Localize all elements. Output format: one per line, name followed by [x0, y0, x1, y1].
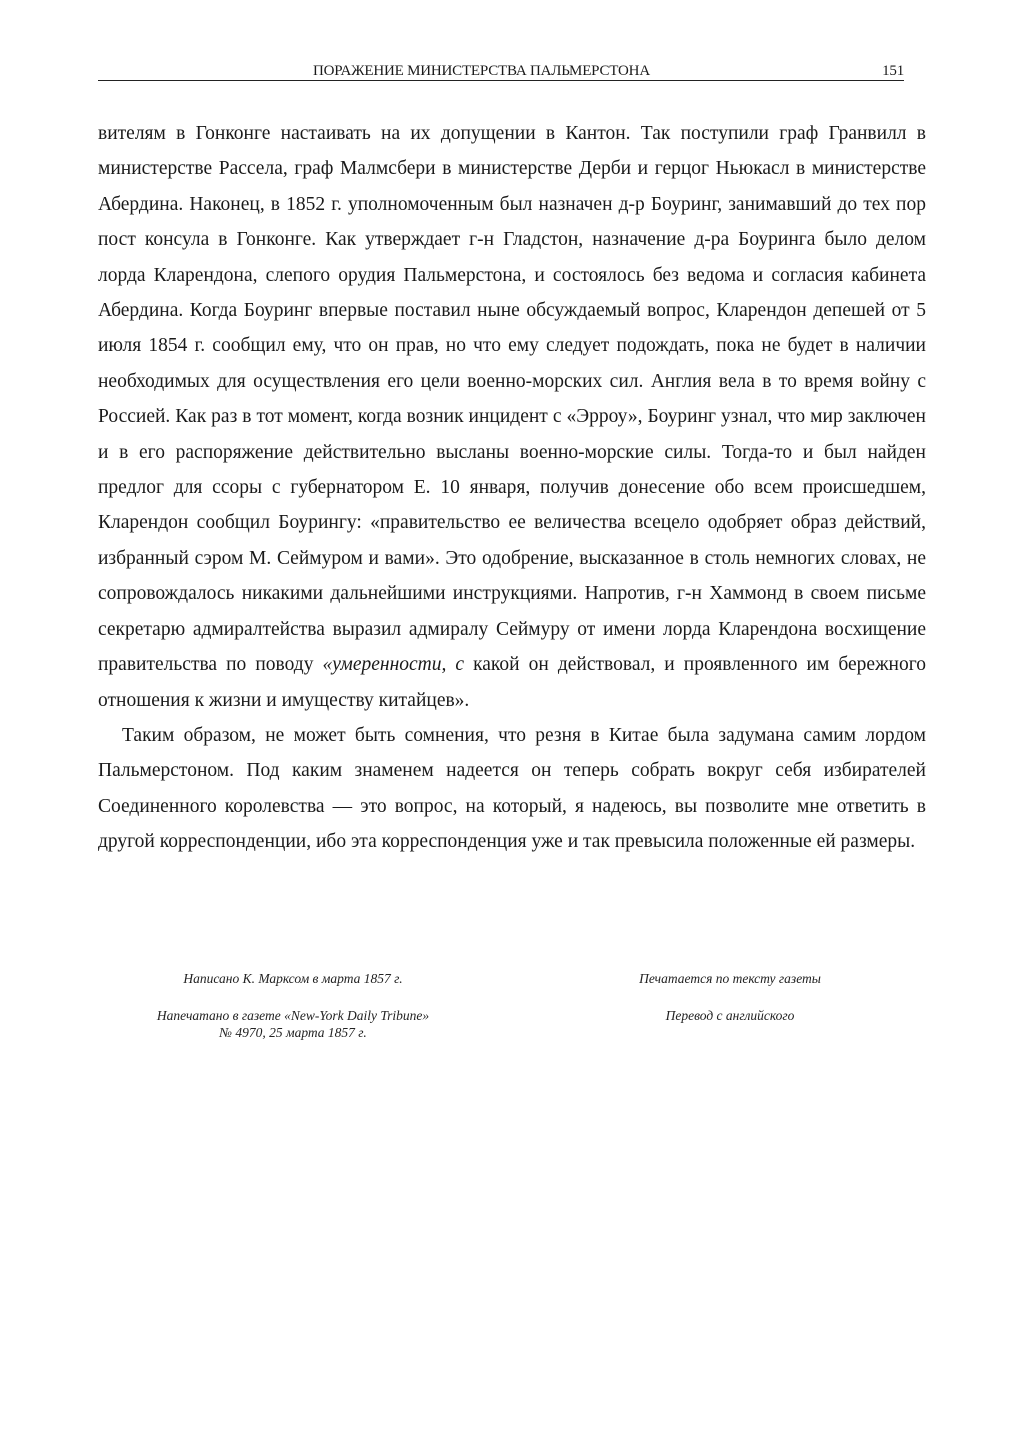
imprint-authorship — [108, 970, 478, 1061]
published-note — [108, 1007, 478, 1041]
paragraph-continued-text: вителям в Гонконге настаивать на их допущении в Кантон. Так поступили граф Гранвилл в министерстве Рассела, граф Малмсбери в министерстве Дерби и герцог Ньюкасл в министерстве Абердина. Наконец, в 1852 г. уполномоченным был назначен д-р Боуринг, занимавший до тех пор пост консула в Гонконге. Как утверждает г-н Гладстон, назначение д-ра Боуринга было делом лорда Кларендона, слепого орудия Пальмерстона, и состоялось без ведома и согласия кабинета Абердина. Когда Боуринг впервые поставил ныне обсуждаемый вопрос, Кларендон депешей от 5 июля 1854 г. сообщил ему, что он прав, но что ему следует подождать, пока не будет в наличии необходимых для осуществления его цели военно-морских сил. Англия вела в то время войну с Россией. Как раз в тот момент, когда возник инцидент с «Эрроу», Боуринг узнал, что мир заключен и в его распоряжение действительно высланы военно-морские силы. Тогда-то и был найден предлог для ссоры с губернатором Е. 10 января, получив донесение обо всем происшедшем, Кларендон сообщил Боурингу: «правительство ее величества всецело одобряет образ действий, избранный сэром М. Сеймуром и вами». Это одобрение, высказанное в столь немногих словах, не сопровождалось никакими дальнейшими инструкциями. Напротив, г-н Хаммонд в своем письме секретарю адмиралтейства выразил адмиралу Сеймуру от имени лорда Кларендона восхищение правительства по поводу — [98, 123, 926, 676]
imprint-source — [560, 970, 900, 1044]
paragraph-continued — [98, 116, 926, 718]
source-note: Печатается по тексту газеты — [639, 971, 821, 986]
translation-note: Перевод с английского — [665, 1008, 795, 1023]
published-note-line-2: № 4970, 25 марта 1857 г. — [219, 1025, 367, 1040]
written-note: Написано К. Марксом в марта 1857 г. — [183, 971, 403, 986]
page-number: 151 — [882, 63, 904, 79]
italic-quote: «умеренности, с — [322, 654, 465, 676]
published-note-line-1: Напечатано в газете «New-York Daily Tribune» — [156, 1008, 430, 1023]
paragraph-conclusion: Таким образом, не может быть сомнения, что резня в Китае была задумана самим лордом Пальмерстоном. Под каким знаменем надеется он теперь собрать вокруг себя избирателей Соединенного королевства — это вопрос, на который, я надеюсь, вы позволите мне ответить в другой корреспонденции, ибо эта корреспонденция уже и так превысила положенные ей размеры. — [98, 724, 926, 853]
running-header-title: ПОРАЖЕНИЕ МИНИСТЕРСТВА ПАЛЬМЕРСТОНА — [313, 63, 650, 79]
running-header — [98, 62, 904, 81]
article-body — [98, 116, 926, 860]
paragraph-continued-ending: какой он действовал, и проявленного им бережного отношения к жизни и имуществу китайцев». — [98, 654, 926, 711]
